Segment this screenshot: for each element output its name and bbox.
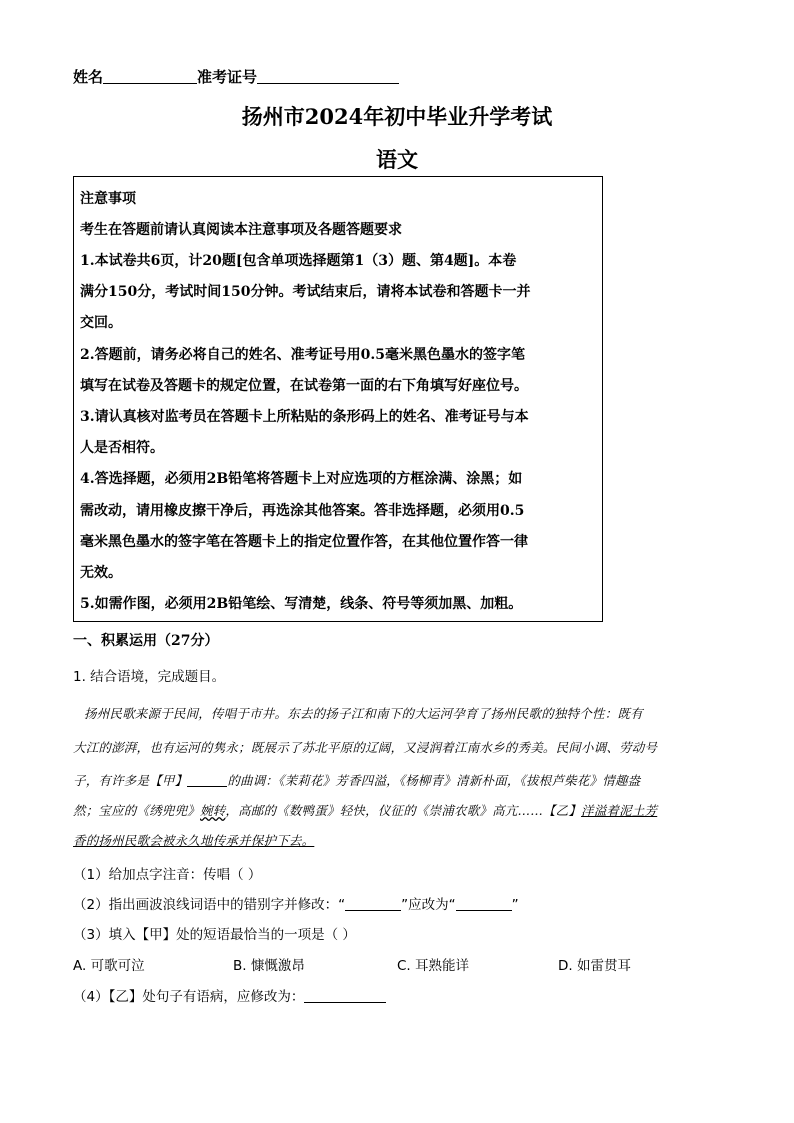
sub-question-2-text: ” <box>511 897 519 913</box>
notice-line: 1.本试卷共6页，计20题[包含单项选择题第1（3）题、第4题]。本卷 <box>80 253 517 269</box>
wavy-underlined-word: 婉转 <box>200 803 226 818</box>
sub-question-4-text: （4）【乙】处句子有语病，应修改为： <box>73 989 305 1005</box>
notice-line: 毫米黑色墨水的签字笔在答题卡上的指定位置作答，在其他位置作答一律 <box>80 534 528 550</box>
notice-line: 无效。 <box>80 565 122 581</box>
section-heading: 一、积累运用（27分） <box>73 633 219 649</box>
name-blank <box>103 69 197 84</box>
option-b[interactable]: B. 慷慨激昂 <box>233 958 305 974</box>
passage-line: 大江的澎湃，也有运河的隽永；既展示了苏北平原的辽阔，又浸润着江南水乡的秀美。民间小调、劳动号 <box>73 740 658 755</box>
blank-jia <box>187 774 227 787</box>
answer-blank[interactable] <box>345 898 401 911</box>
notice-line: 填写在试卷及答题卡的规定位置，在试卷第一面的右下角填写好座位号。 <box>80 378 528 394</box>
exam-id-label: 准考证号 <box>197 68 258 86</box>
notice-line: 交回。 <box>80 315 122 331</box>
answer-blank[interactable] <box>304 990 386 1003</box>
passage-line <box>73 771 640 789</box>
exam-id-blank <box>257 69 399 84</box>
sub-question-1: （1）给加点字注音：传唱（ ） <box>73 867 262 883</box>
subject-title: 语文 <box>376 147 418 172</box>
option-d[interactable]: D. 如雷贯耳 <box>558 958 631 974</box>
notice-line: 2.答题前，请务必将自己的姓名、准考证号用0.5毫米黑色墨水的签字笔 <box>80 347 525 363</box>
passage-text: 的曲调：《茉莉花》芳香四溢，《杨柳青》清新朴面，《拔根芦柴花》情趣盎 <box>227 773 641 788</box>
passage-text: ，高邮的《数鸭蛋》轻快，仪征的《崇浦农歌》高亢……【乙】 <box>225 803 582 818</box>
passage-line: 扬州民歌来源于民间，传唱于市井。东去的扬子江和南下的大运河孕育了扬州民歌的独特个性：既有 <box>84 706 643 721</box>
option-c[interactable]: C. 耳熟能详 <box>397 958 470 974</box>
notice-heading: 注意事项 <box>80 191 136 207</box>
sub-question-2 <box>73 893 519 913</box>
notice-line: 5.如需作图，必须用2B铅笔绘、写清楚，线条、符号等须加黑、加粗。 <box>80 596 523 612</box>
passage-line-underlined: 香的扬州民歌会被永久地传承并保护下去。 <box>73 833 315 848</box>
notice-line: 3.请认真核对监考员在答题卡上所粘贴的条形码上的姓名、准考证号与本 <box>80 409 529 425</box>
sub-question-4 <box>73 985 386 1005</box>
notice-box <box>73 176 603 622</box>
passage-text: 然；宝应的《绣兜兜》 <box>73 803 201 818</box>
passage-text: 子，有许多是【甲】 <box>73 773 188 788</box>
question-stem: 1. 结合语境，完成题目。 <box>73 669 226 685</box>
candidate-info-line <box>73 66 399 87</box>
answer-blank[interactable] <box>456 898 512 911</box>
name-label: 姓名 <box>73 68 104 86</box>
notice-line: 4.答选择题，必须用2B铅笔将答题卡上对应选项的方框涂满、涂黑；如 <box>80 471 523 487</box>
passage-line <box>73 801 657 819</box>
notice-line: 需改动，请用橡皮擦干净后，再选涂其他答案。答非选择题，必须用0.5 <box>80 503 525 519</box>
notice-line: 满分150分，考试时间150分钟。考试结束后，请将本试卷和答题卡一并 <box>80 284 531 300</box>
sub-question-2-text: ”应改为“ <box>401 897 456 913</box>
sub-question-3: （3）填入【甲】处的短语最恰当的一项是（ ） <box>73 927 356 943</box>
notice-line: 人是否相符。 <box>80 440 164 456</box>
underlined-sentence: 洋溢着泥土芳 <box>581 803 658 818</box>
option-a[interactable]: A. 可歌可泣 <box>73 958 145 974</box>
notice-intro: 考生在答题前请认真阅读本注意事项及各题答题要求 <box>80 222 402 238</box>
exam-title: 扬州市2024年初中毕业升学考试 <box>241 104 553 129</box>
sub-question-2-text: （2）指出画波浪线词语中的错别字并修改：“ <box>73 897 346 913</box>
